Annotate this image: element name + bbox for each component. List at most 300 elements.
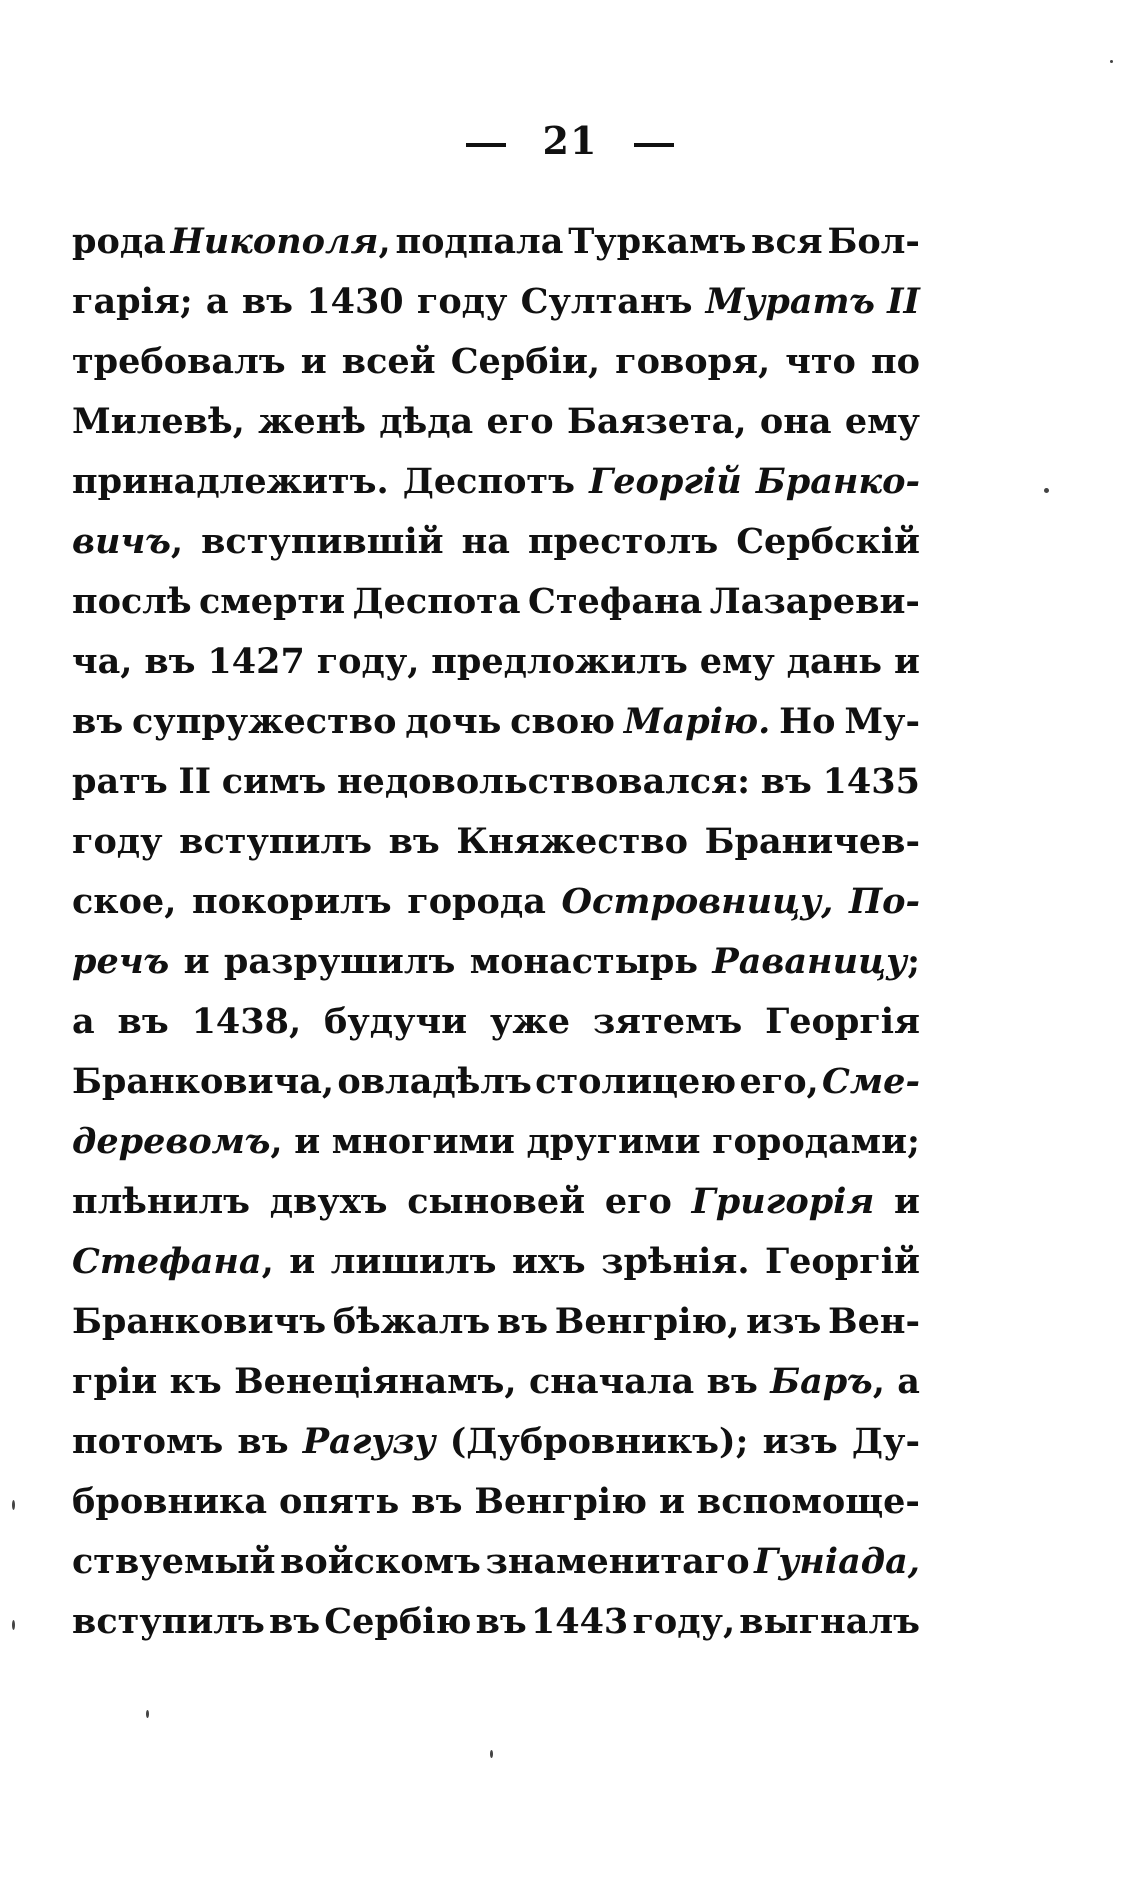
word-text: зятемъ — [592, 1001, 743, 1042]
text-line — [72, 632, 920, 692]
word-text: Сербскій — [736, 521, 920, 562]
word-text: супружество — [131, 701, 397, 742]
word — [132, 692, 396, 752]
word — [72, 1592, 265, 1652]
word-text: бѣжалъ — [332, 1301, 491, 1342]
word — [707, 1352, 758, 1412]
word-text: а — [205, 281, 229, 322]
word-text: его — [604, 1181, 672, 1222]
word-text: овладѣлъ — [337, 1061, 532, 1102]
word — [403, 452, 575, 512]
word — [192, 992, 302, 1052]
word-text: и — [294, 1121, 321, 1162]
word — [751, 212, 823, 272]
word — [206, 272, 229, 332]
word — [462, 512, 510, 572]
scan-speck — [146, 1710, 149, 1718]
word-text: вступилъ — [72, 1601, 265, 1642]
word — [844, 692, 920, 752]
word — [712, 1112, 920, 1172]
word-text: въ — [144, 641, 196, 682]
word-text: Венгрію, — [554, 1301, 740, 1342]
word-text: другими — [526, 1121, 701, 1162]
word — [72, 692, 123, 752]
text-line — [72, 1352, 920, 1412]
italic-word: Рагузу — [302, 1421, 436, 1462]
word-text: въ — [706, 1361, 758, 1402]
text-line — [72, 1172, 920, 1232]
word — [395, 212, 563, 272]
word — [567, 392, 747, 452]
text-line — [72, 992, 920, 1052]
word — [72, 452, 389, 512]
word-text: (Дубровникъ); — [449, 1421, 749, 1462]
word-text: разрушилъ — [223, 941, 456, 982]
word-text: гріи — [72, 1361, 158, 1402]
word-text: на — [461, 521, 510, 562]
word-text: лишилъ — [330, 1241, 497, 1282]
word — [258, 392, 366, 452]
word-text: Бранковича, — [72, 1061, 335, 1102]
word-text: принадлежитъ. — [72, 461, 389, 502]
italic-word: По- — [849, 881, 920, 922]
word — [692, 1172, 875, 1232]
word — [490, 992, 570, 1052]
word-text: въ — [411, 1481, 463, 1522]
word-text: изъ — [746, 1301, 822, 1342]
word-text: зрѣнія. — [601, 1241, 750, 1282]
word — [324, 1592, 471, 1652]
word — [754, 1532, 920, 1592]
word — [337, 1052, 531, 1112]
word — [852, 1412, 920, 1472]
word — [431, 632, 688, 692]
word-text: опять — [279, 1481, 400, 1522]
word — [72, 1112, 283, 1172]
word-text: Сербіи, — [450, 341, 601, 382]
word — [269, 1592, 320, 1652]
word-text: ; — [907, 941, 920, 982]
word — [705, 812, 920, 872]
header-dash-left — [466, 143, 506, 147]
word-text: ствуемый — [72, 1541, 276, 1582]
word-text: 1435 — [822, 761, 920, 802]
word — [192, 872, 392, 932]
text-line — [72, 332, 920, 392]
word — [512, 1232, 586, 1292]
word — [72, 1052, 334, 1112]
word-text: предложилъ — [431, 641, 688, 682]
word-text: Бол- — [827, 221, 920, 262]
word — [72, 812, 163, 872]
italic-word: Баръ — [770, 1361, 873, 1402]
word — [144, 632, 195, 692]
word-text: бровника — [72, 1481, 268, 1522]
word — [849, 872, 920, 932]
text-line — [72, 1592, 920, 1652]
scan-speck — [12, 1620, 15, 1630]
word — [710, 572, 920, 632]
scan-speck — [1110, 60, 1113, 63]
word-text: вступившій — [201, 521, 444, 562]
word — [615, 332, 770, 392]
word-text: по — [870, 341, 920, 382]
word — [624, 692, 770, 752]
word-text: Туркамъ — [568, 221, 747, 262]
word-text: симъ — [221, 761, 327, 802]
word — [632, 1592, 735, 1652]
word-text: ихъ — [511, 1241, 586, 1282]
word — [746, 1292, 821, 1352]
word-text: войскомъ — [280, 1541, 481, 1582]
word — [72, 332, 286, 392]
word — [894, 632, 920, 692]
word — [337, 752, 750, 812]
word — [736, 512, 920, 572]
word — [456, 812, 688, 872]
word-text: въ — [117, 1001, 169, 1042]
word-text: престолъ — [527, 521, 719, 562]
word-text: Браничев- — [704, 821, 920, 862]
word — [324, 992, 467, 1052]
word-text: 1443 — [530, 1601, 629, 1642]
word-text: дѣда — [379, 401, 474, 442]
word — [224, 932, 455, 992]
word — [294, 1112, 320, 1172]
word-text: Венеціянамъ, — [234, 1361, 517, 1402]
word-text: сначала — [528, 1361, 695, 1402]
word-text: и — [300, 341, 327, 382]
word-text: въ — [237, 1421, 289, 1462]
word — [72, 1172, 250, 1232]
word — [289, 1232, 315, 1292]
word — [72, 212, 166, 272]
word — [712, 932, 920, 992]
word-text: и — [893, 641, 920, 682]
word — [450, 1412, 749, 1472]
italic-word: деревомъ — [72, 1121, 271, 1162]
italic-word: Бранко- — [755, 461, 920, 502]
word-text: ча, — [72, 641, 133, 682]
word — [894, 1172, 920, 1232]
word — [332, 1112, 515, 1172]
word — [761, 752, 812, 812]
header-dash-right — [634, 143, 674, 147]
word — [72, 1352, 157, 1412]
word — [765, 1232, 920, 1292]
italic-word: Раваницу — [712, 941, 908, 982]
word-text: а — [897, 1361, 920, 1402]
word-text: монастырь — [469, 941, 699, 982]
word — [270, 1172, 388, 1232]
word — [72, 1232, 274, 1292]
word — [279, 1472, 399, 1532]
word — [237, 1412, 288, 1472]
word-text: къ — [169, 1361, 222, 1402]
word-text: II — [178, 761, 212, 802]
word-text: смерти — [198, 581, 346, 622]
italic-word: вичъ — [72, 521, 171, 562]
word-text: всей — [341, 341, 436, 382]
word — [317, 632, 420, 692]
text-line — [72, 452, 920, 512]
word — [72, 992, 95, 1052]
word — [72, 752, 168, 812]
word — [497, 1292, 548, 1352]
word-text: ему — [844, 401, 920, 442]
word-text: въ — [760, 761, 812, 802]
italic-word: Георгій — [589, 461, 742, 502]
scan-speck — [1044, 488, 1049, 493]
word — [306, 272, 403, 332]
scan-speck — [490, 1750, 493, 1758]
word — [179, 812, 372, 872]
word-text: и — [289, 1241, 316, 1282]
text-line — [72, 692, 920, 752]
word-text: Венгрію — [474, 1481, 647, 1522]
text-line — [72, 1232, 920, 1292]
word-text: Но — [779, 701, 836, 742]
word — [822, 1052, 920, 1112]
body-text — [72, 212, 920, 1652]
word-text: году — [72, 821, 163, 862]
word — [199, 572, 345, 632]
text-line — [72, 1052, 920, 1112]
word — [739, 1592, 920, 1652]
word — [601, 1232, 749, 1292]
word — [342, 332, 436, 392]
word-text: въ — [496, 1301, 549, 1342]
word-text: двухъ — [269, 1181, 388, 1222]
word-text: его, — [739, 1061, 819, 1102]
word — [234, 1352, 516, 1412]
word-text: Княжество — [456, 821, 688, 862]
word-text: Сербію — [324, 1601, 472, 1642]
word — [845, 392, 920, 452]
word — [405, 692, 501, 752]
word-text: году, — [632, 1601, 736, 1642]
word-text: и — [894, 1181, 920, 1222]
word — [353, 572, 521, 632]
word — [411, 1472, 462, 1532]
word — [529, 1352, 694, 1412]
word-text: Ду- — [851, 1421, 920, 1462]
word-text: будучи — [324, 1001, 468, 1042]
italic-word: Стефана — [72, 1241, 262, 1282]
word — [407, 872, 546, 932]
word-text: и — [658, 1481, 685, 1522]
word-text: году, — [316, 641, 420, 682]
word — [417, 272, 508, 332]
word — [280, 1532, 481, 1592]
word-text: требовалъ — [72, 341, 286, 382]
word — [697, 1472, 920, 1532]
word-text: Георгій — [765, 1241, 920, 1282]
word — [242, 272, 293, 332]
word — [535, 1052, 736, 1112]
word-text: Султанъ — [520, 281, 693, 322]
word — [486, 1532, 750, 1592]
word-text: выгналъ — [739, 1601, 920, 1642]
word — [72, 1292, 326, 1352]
word-text: свою — [510, 701, 616, 742]
word — [528, 572, 702, 632]
word-text: ему — [699, 641, 775, 682]
text-line — [72, 1112, 920, 1172]
word-text: вступилъ — [179, 821, 372, 862]
word-text: уже — [489, 1001, 570, 1042]
word-text: дань — [786, 641, 883, 682]
word-text: что — [785, 341, 856, 382]
word-text: 1427 — [207, 641, 305, 682]
word-text: , — [378, 221, 391, 262]
word-text: Стефана — [527, 581, 703, 622]
word — [72, 1532, 275, 1592]
word — [828, 1292, 920, 1352]
word-text: вспомоще- — [696, 1481, 920, 1522]
text-line — [72, 212, 920, 272]
word-text: Милевѣ, — [72, 401, 245, 442]
word — [451, 332, 600, 392]
word — [739, 1052, 818, 1112]
word-text: плѣнилъ — [72, 1181, 251, 1222]
word-text: потомъ — [72, 1421, 224, 1462]
word — [562, 872, 834, 932]
word — [331, 1232, 497, 1292]
word-text: Баязета, — [566, 401, 747, 442]
word — [827, 212, 919, 272]
word — [593, 992, 742, 1052]
word — [760, 392, 832, 452]
word — [303, 1412, 436, 1472]
text-line — [72, 272, 920, 332]
word — [526, 1112, 700, 1172]
word — [72, 512, 183, 572]
text-line — [72, 872, 920, 932]
word — [531, 1592, 628, 1652]
word — [72, 572, 192, 632]
word — [72, 272, 193, 332]
word-text: Деспота — [352, 581, 521, 622]
word — [72, 1412, 223, 1472]
italic-word: речъ — [72, 941, 170, 982]
word — [589, 452, 742, 512]
word — [301, 332, 327, 392]
word — [823, 752, 920, 812]
word-text: гарія; — [72, 281, 193, 322]
word-text: знаменитаго — [485, 1541, 750, 1582]
word-text: города — [407, 881, 546, 922]
word — [510, 692, 615, 752]
word-text: изъ — [762, 1421, 838, 1462]
word — [555, 1292, 740, 1352]
word-text: послѣ — [72, 581, 192, 622]
text-line — [72, 1532, 920, 1592]
word — [476, 1592, 527, 1652]
word-text: многими — [331, 1121, 515, 1162]
word — [765, 992, 920, 1052]
word — [779, 692, 835, 752]
page-header — [0, 118, 1140, 163]
word-text: въ — [475, 1601, 527, 1642]
word-text: а — [72, 1001, 95, 1042]
text-line — [72, 1472, 920, 1532]
word — [72, 932, 169, 992]
italic-word: Никополя — [170, 221, 379, 262]
word-text: 1430 — [306, 281, 404, 322]
word-text: дочь — [405, 701, 502, 742]
word-text: Вен- — [828, 1301, 920, 1342]
italic-word: Муратъ II — [705, 281, 920, 322]
word-text: Георгія — [765, 1001, 920, 1042]
word — [118, 992, 169, 1052]
word-text: и — [183, 941, 210, 982]
word — [568, 212, 746, 272]
word-text: женѣ — [258, 401, 366, 442]
word — [521, 272, 693, 332]
word-text: покорилъ — [192, 881, 392, 922]
word — [470, 932, 698, 992]
word — [700, 632, 775, 692]
italic-word: Марію. — [623, 701, 771, 742]
word — [207, 632, 304, 692]
text-line — [72, 392, 920, 452]
word-text: его — [486, 401, 554, 442]
word-text: , — [270, 1121, 283, 1162]
word — [407, 1172, 585, 1232]
word — [184, 932, 210, 992]
word — [897, 1352, 920, 1412]
word-text: , — [261, 1241, 274, 1282]
word-text: въ — [72, 701, 124, 742]
word — [72, 392, 245, 452]
word — [389, 812, 440, 872]
word-text: сыновей — [407, 1181, 586, 1222]
italic-word: Островницу, — [561, 881, 834, 922]
italic-word: Григорія — [691, 1181, 875, 1222]
italic-word: Гуніада, — [754, 1541, 920, 1582]
word-text: 1438, — [191, 1001, 302, 1042]
word-text: Бранковичъ — [72, 1301, 327, 1342]
word-text: въ — [268, 1601, 321, 1642]
word — [171, 212, 391, 272]
word — [770, 1352, 885, 1412]
text-line — [72, 572, 920, 632]
word — [487, 392, 554, 452]
word — [787, 632, 882, 692]
text-line — [72, 512, 920, 572]
word-text: , — [170, 521, 184, 562]
text-line — [72, 1412, 920, 1472]
italic-word: Сме- — [822, 1061, 920, 1102]
word-text: въ — [388, 821, 440, 862]
word — [659, 1472, 685, 1532]
text-line — [72, 932, 920, 992]
text-line — [72, 812, 920, 872]
word-text: году — [416, 281, 508, 322]
word — [528, 512, 718, 572]
word-text: рода — [72, 221, 166, 262]
word — [706, 272, 920, 332]
word-text: ратъ — [72, 761, 168, 802]
text-line — [72, 752, 920, 812]
word — [871, 332, 920, 392]
word — [178, 752, 211, 812]
word-text: городами; — [712, 1121, 920, 1162]
word — [72, 632, 132, 692]
word-text: , — [872, 1361, 885, 1402]
word — [72, 872, 176, 932]
